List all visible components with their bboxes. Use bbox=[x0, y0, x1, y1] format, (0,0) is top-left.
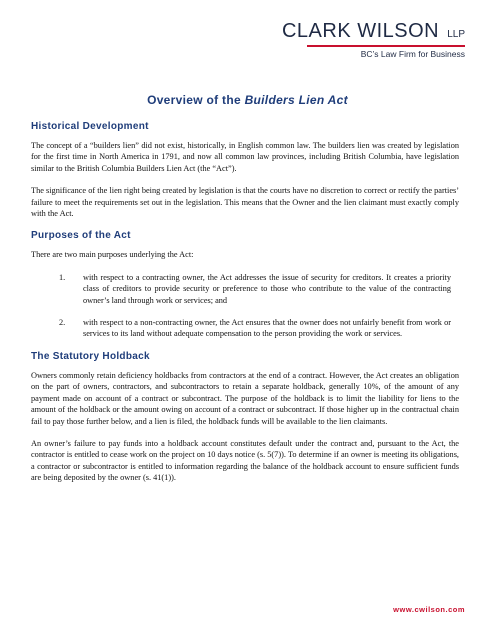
list-text: with respect to a contracting owner, the Act addresses the issue of security for creditors. It creates a priority class of creditors to provide security or preference to those who contribute to the value of the contracting owner’s land through work or services; and bbox=[83, 272, 451, 305]
list-item bbox=[31, 317, 459, 340]
page-title bbox=[0, 93, 495, 107]
heading-historical: Historical Development bbox=[31, 121, 149, 132]
paragraph: The significance of the lien right being created by legislation is that the courts have no discretion to correct or rectify the parties’ failure to meet the requirements set out in the legislation. This means that the Owner and the lien claimant must exactly comply with the Act. bbox=[31, 186, 459, 219]
footer-url[interactable]: www.cwilson.com bbox=[393, 605, 465, 614]
heading-holdback: The Statutory Holdback bbox=[31, 350, 150, 362]
title-prefix: Overview of the bbox=[147, 93, 241, 107]
list-number: 2. bbox=[59, 318, 66, 328]
paragraph: An owner’s failure to pay funds into a holdback account constitutes default under the contract and, pursuant to the Act, the contractor is entitled to cease work on the project on 10 days notice (s. 5(7)). To determine if an owner is meeting its obligations, a contractor or subcontractor is entitled to information regarding the balance of the holdback account to ensure sufficient funds are being deposited by the owner (s. 41(1)). bbox=[31, 438, 459, 483]
paragraph: Owners commonly retain deficiency holdbacks from contractors at the end of a contract. However, the Act creates an obligation on the part of owners, contractors, and subcontractors to retain a separate holdback, generally 10%, of the amount of any payment made on account of a contract or subcontract. The purpose of the holdback is to limit the liability for liens to the amount of the holdback or the amount owing on account of a contract or subcontract. If those higher up in the contractual chain fail to pay those further below, and a lien is filed, the holdback funds will be available to the lien claimants. bbox=[31, 370, 459, 426]
logo-name bbox=[282, 20, 465, 43]
heading-purposes: Purposes of the Act bbox=[31, 230, 131, 242]
title-act: Builders Lien Act bbox=[244, 93, 348, 107]
logo-suffix: LLP bbox=[447, 29, 465, 40]
firm-logo bbox=[282, 20, 465, 59]
list-number: 1. bbox=[59, 272, 66, 282]
paragraph: There are two main purposes underlying the Act: bbox=[31, 250, 194, 260]
logo-tagline: BC’s Law Firm for Business bbox=[360, 48, 465, 59]
document-body bbox=[31, 121, 459, 495]
list-text: with respect to a non-contracting owner, the Act ensures that the owner does not unfairly benefit from work or services to its land without adequate compensation to the person providing the work or services. bbox=[83, 318, 451, 339]
list-item bbox=[31, 272, 459, 306]
paragraph: The concept of a “builders lien” did not exist, historically, in English common law. The builders lien was created by legislation for the first time in North America in 1791, and now all common law provinces, including British Columbia, have legislation similar to the British Columbia Builders Lien Act (the “Act”). bbox=[31, 141, 459, 173]
logo-divider bbox=[307, 45, 465, 47]
logo-firm-name: CLARK WILSON bbox=[281, 20, 440, 42]
